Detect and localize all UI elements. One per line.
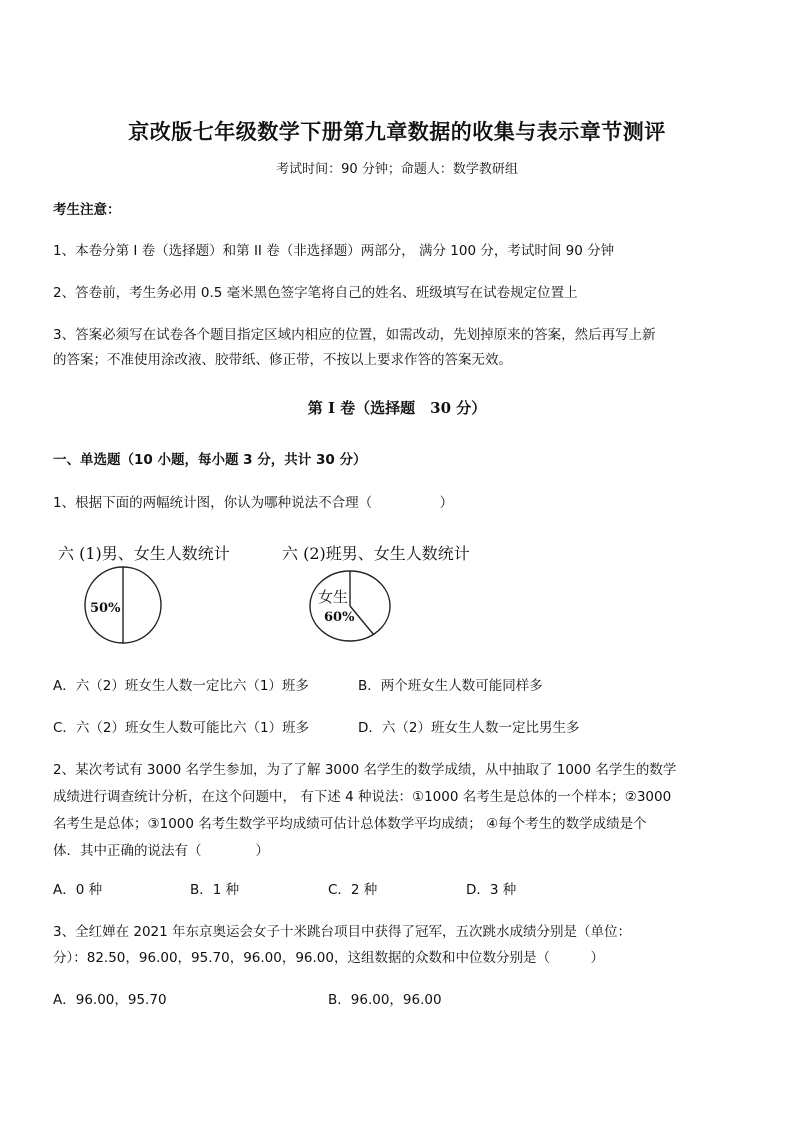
q1-option-c[interactable]: C．六（2）班女生人数可能比六（1）班多 bbox=[53, 720, 310, 736]
part-heading: 一、单选题（10 小题，每小题 3 分，共计 30 分） bbox=[53, 452, 367, 468]
q2-option-a[interactable]: A．0 种 bbox=[53, 882, 103, 898]
q1-figure2-pie bbox=[308, 570, 392, 642]
q1-option-b[interactable]: B．两个班女生人数可能同样多 bbox=[358, 678, 543, 694]
pie1-label: 50% bbox=[90, 601, 121, 616]
q2-stem-line1: 2、某次考试有 3000 名学生参加，为了了解 3000 名学生的数学成绩，从中抽取了 1000 名学生的数学 bbox=[53, 762, 677, 778]
q3-stem-line1: 3、全红婵在 2021 年东京奥运会女子十米跳台项目中获得了冠军，五次跳水成绩分别是（单位： bbox=[53, 924, 632, 940]
pie2-label-pct: 60% bbox=[324, 610, 355, 625]
notice-item-2: 2、答卷前，考生务必用 0.5 毫米黑色签字笔将自己的姓名、班级填写在试卷规定位置上 bbox=[53, 285, 578, 301]
notice-item-1: 1、本卷分第 I 卷（选择题）和第 II 卷（非选择题）两部分， 满分 100 分，考试时间 90 分钟 bbox=[53, 243, 615, 259]
q1-option-d[interactable]: D．六（2）班女生人数一定比男生多 bbox=[358, 720, 580, 736]
section-title: 第 I 卷（选择题 30 分） bbox=[307, 399, 487, 417]
q3-stem-line2: 分）：82.50，96.00，95.70，96.00，96.00，这组数据的众数和中位数分别是（ ） bbox=[53, 950, 604, 966]
exam-subtitle: 考试时间：90 分钟；命题人：数学教研组 bbox=[276, 162, 518, 177]
exam-title: 京改版七年级数学下册第九章数据的收集与表示章节测评 bbox=[128, 119, 666, 144]
notice-heading: 考生注意： bbox=[53, 202, 121, 218]
q1-figure1-title: 六 (1)男、女生人数统计 bbox=[58, 544, 230, 563]
q2-option-b[interactable]: B．1 种 bbox=[190, 882, 240, 898]
q2-stem-line2: 成绩进行调查统计分析，在这个问题中， 有下述 4 种说法：①1000 名考生是总体的一个样本；②3000 bbox=[53, 789, 672, 805]
q3-option-a[interactable]: A．96.00，95.70 bbox=[53, 992, 167, 1008]
q2-stem-line3: 名考生是总体；③1000 名考生数学平均成绩可估计总体数学平均成绩； ④每个考生的数学成绩是个 bbox=[53, 816, 647, 832]
q1-figure1-pie bbox=[80, 566, 166, 644]
q1-stem: 1、根据下面的两幅统计图，你认为哪种说法不合理（ ） bbox=[53, 495, 454, 511]
q3-option-b[interactable]: B．96.00，96.00 bbox=[328, 992, 442, 1008]
q1-figure2-title: 六 (2)班男、女生人数统计 bbox=[282, 544, 470, 563]
q2-option-c[interactable]: C．2 种 bbox=[328, 882, 378, 898]
q1-option-a[interactable]: A．六（2）班女生人数一定比六（1）班多 bbox=[53, 678, 309, 694]
q2-stem-line4: 体．其中正确的说法有（ ） bbox=[53, 843, 269, 859]
notice-item-3-line2: 的答案；不准使用涂改液、胶带纸、修正带，不按以上要求作答的答案无效。 bbox=[53, 352, 512, 368]
pie2-label-top: 女生 bbox=[318, 588, 349, 606]
q2-option-d[interactable]: D．3 种 bbox=[466, 882, 517, 898]
notice-item-3-line1: 3、答案必须写在试卷各个题目指定区域内相应的位置，如需改动，先划掉原来的答案，然后再写上新 bbox=[53, 327, 656, 343]
